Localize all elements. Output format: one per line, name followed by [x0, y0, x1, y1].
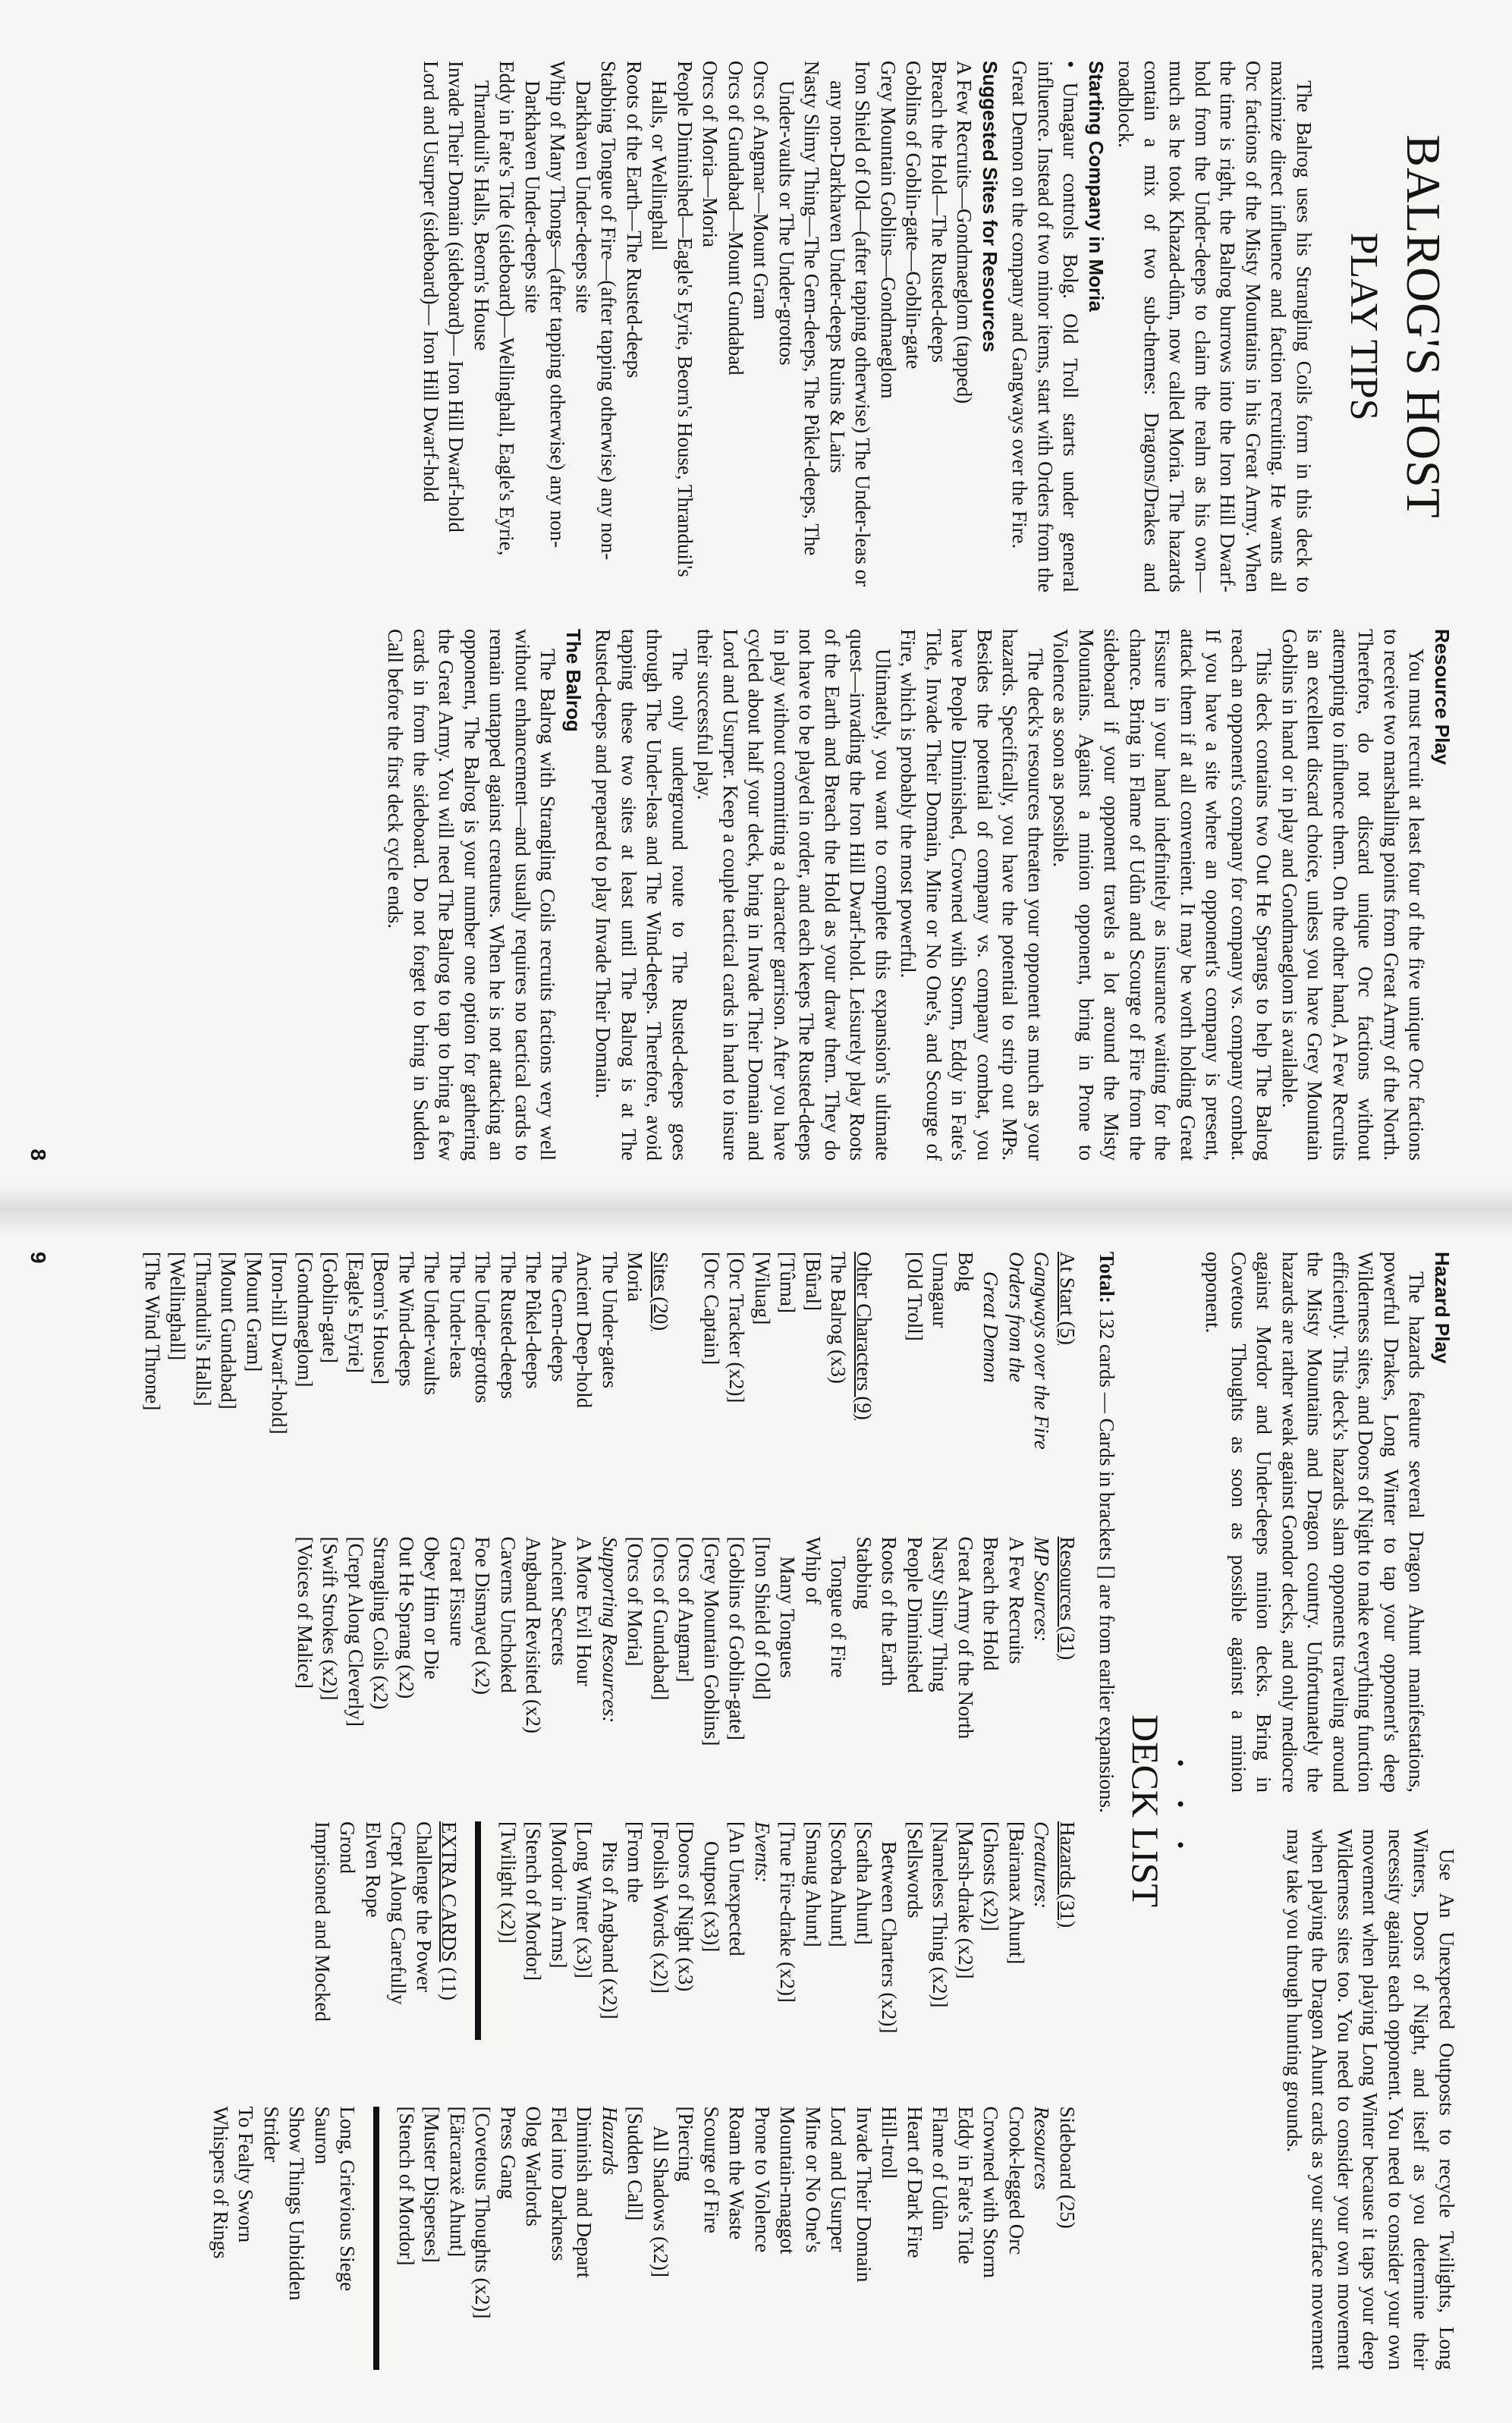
deck-column-hazards [140, 1821, 1080, 2085]
deck-list-entry: [Crept Along Cleverly] [344, 1536, 367, 1727]
page-subtitle: PLAY TIPS [1342, 232, 1385, 421]
deck-list-entry: Strangling Coils (x2) [369, 1536, 393, 1710]
deck-list-entry: All Shadows (x2)] [649, 2126, 672, 2277]
deck-list-entry: The Under-leas [446, 1252, 469, 1378]
deck-list-entry: [Piercing [674, 2106, 698, 2182]
deck-list-entry: Eddy in Fate's Tide [954, 2106, 977, 2264]
page-number: 8 [27, 1149, 50, 1161]
deck-list-entry: [Wellinghall] [166, 1252, 190, 1361]
site-item: Iron Shield of Old—(after tapping otherwise) The Under-leas or any non-Darkhaven Under-deeps Ruins & Lairs [826, 61, 875, 587]
deck-list-entry: Tongue of Fire [827, 1556, 850, 1678]
deck-list-entry: [Orcs of Gundabad] [649, 1536, 672, 1701]
deck-list-entry: Nasty Slimy Thing [929, 1536, 952, 1692]
deck-list-entry: Sideboard (25) [1056, 2106, 1079, 2229]
deck-list-entry: Fled into Darkness [548, 2106, 571, 2261]
deck-list-entry: Sites (20) [649, 1252, 672, 1331]
deck-list-entry: A Few Recruits [1005, 1536, 1028, 1664]
deck-list-entry: [Gondmaeglom] [294, 1252, 316, 1387]
hazard-paragraph: The hazards feature several Dragon Ahunt manifestations, powerful Drakes, Long Winter to tap your opponent's deep Wilderness sites, and Doors of Night to make everything function efficiently. This deck's hazards slam opponents traveling around the Misty Mountains and Dragon country. Unfortunately the hazards are rather weak against Gondor decks, and only mediocre against Mordor and Under-deeps minion decks. Bring in Covetous Thoughts as soon as possible against a minion opponent. [1202, 1252, 1429, 1793]
deck-list-entry: Elven Rope [362, 1821, 385, 1918]
deck-list-entry: [Iron-hill Dwarf-hold] [268, 1252, 291, 1435]
extra-cards-heading: EXTRA CARDS (11) [438, 1821, 461, 2001]
deck-list-grid [140, 1252, 1080, 2370]
deck-list-entry: A More Evil Hour [573, 1536, 596, 1686]
deck-list-entry: [Bairanax Ahunt] [1005, 1821, 1028, 1965]
deck-list-entry: [Marsh-drake (x2)] [954, 1821, 977, 1979]
balrog-paragraph: The Balrog with Strangling Coils recruits factions very well without enhancement—and usually requires no tactical cards to remain untapped against creatures. When he is not attacking an opponent, The Balrog is your number one option for gathering the Great Army. You will need The Balrog to tap to bring a few cards in from the sideboard. Do not forget to bring in Sudden Call before the first deck cycle ends. [384, 629, 560, 1161]
deck-list-entry: [The Wind Throne] [141, 1252, 164, 1411]
deck-list-entry: [Mount Gram] [243, 1252, 266, 1372]
deck-list-entry: [Swift Strokes (x2)] [319, 1536, 342, 1701]
resource-paragraph: The deck's resources threaten your opponent as much as your hazards. Specifically, you have the potential to strip out MPs. Besides the potential of company vs. company combat, you have People Diminished, Crowned with Storm, Eddy in Fate's Tide, Invade Their Domain, Mine or No One's, and Scourge of Fire, which is probably the most powerful. [897, 629, 1047, 1161]
site-item: Orcs of Gundabad—Mount Gundabad [725, 61, 747, 376]
section-divider-dots: • • • [1168, 1758, 1193, 1863]
deck-list-entry: [Doors of Night (x3) [674, 1821, 698, 1992]
deck-list-entry: People Diminished [904, 1536, 926, 1693]
deck-list-entry: Crook-legged Orc [1005, 2106, 1028, 2255]
deck-list-entry: Roam the Waste [725, 2106, 749, 2240]
site-item: People Diminished—Eagle's Eyrie, Beorn's House, Thranduil's Halls, or Wellinghall [648, 61, 696, 577]
deck-list-entry: Supporting Resources: [599, 1536, 621, 1724]
deck-list-entry: Orders from the [1005, 1252, 1028, 1382]
deck-list-entry: [True Fire-drake (x2)] [776, 1821, 800, 2003]
site-item: Orcs of Angmar—Mount Gram [750, 61, 773, 320]
deck-list-entry: Strider [260, 2106, 283, 2162]
site-item: Nasty Slimy Thing—The Gem-deeps, The Pûkel-deeps, The Under-vaults or The Under-grottos [775, 61, 824, 556]
suggested-sites-heading: Suggested Sites for Resources [979, 61, 1001, 353]
deck-list-entry: Heart of Dark Fire [904, 2106, 926, 2258]
resource-paragraph: You must recruit at least four of the five unique Orc factions to receive two marshalling points from Great Army of the North. Therefore, do not discard unique Orc factions without attempting to influence them. On the other hand, A Few Recruits is an excellent discard choice, unless you have Grey Mountain Goblins in hand or in play and Gondmaeglom is available. [1278, 629, 1429, 1161]
deck-list-entry: [Smaug Ahunt] [802, 1821, 825, 1947]
deck-list-entry: Crowned with Storm [979, 2106, 1003, 2278]
deck-list-entry: Umagaur [929, 1252, 952, 1328]
deck-list-entry: [Mount Gundabad] [217, 1252, 240, 1409]
deck-list-entry: Many Tongues [776, 1556, 800, 1678]
hazard-play-column-right [1200, 1829, 1459, 2370]
deck-list-entry: [An Unexpected [725, 1821, 749, 1956]
deck-list-entry: Mountain-maggot [776, 2106, 800, 2255]
divider-rule [374, 2107, 380, 2371]
deck-list-entry: Mine or No One's [802, 2106, 825, 2253]
deck-list-entry: [Long Winter (x3)] [573, 1821, 596, 1978]
deck-list-entry: Prone to Violence [751, 2106, 774, 2253]
deck-list-entry: To Fealty Sworn [234, 2106, 258, 2243]
deck-list-entry: Roots of the Earth [878, 1536, 901, 1686]
deck-list-entry: Obey Him or Die [420, 1536, 444, 1680]
deck-list-entry: [Tûma] [776, 1252, 800, 1313]
deck-list-entry: Between Charters (x2)] [878, 1841, 901, 2034]
deck-list-entry: Out He Sprang (x2) [395, 1536, 418, 1699]
deck-list-entry: [Iron Shield of Old] [751, 1536, 774, 1700]
deck-list-entry [876, 1252, 902, 1516]
deck-list-entry: [Nameless Thing (x2)] [929, 1821, 952, 2008]
deck-list-entry: Whip of [802, 1536, 825, 1604]
deck-list-entry: [Sudden Call] [624, 2106, 647, 2221]
deck-list-entry: Show Things Unbidden [285, 2106, 309, 2301]
deck-list-entry: Bolg [954, 1252, 977, 1292]
deck-list-entry: [Muster Disperses] [420, 2106, 444, 2263]
site-item: Breach the Hold—The Rusted-deeps [928, 61, 951, 363]
deck-list-entry: [Ghosts (x2)] [979, 1821, 1003, 1931]
page8-column-right [46, 629, 1459, 1161]
the-balrog-heading: The Balrog [562, 629, 585, 732]
deck-list-entry: [Beorn's House] [369, 1252, 393, 1385]
deck-list-entry: [Grey Mountain Goblins] [700, 1536, 723, 1746]
deck-list-entry: Pits of Angband (x2)] [599, 1841, 621, 2019]
deck-list-entry: Hazards [599, 2106, 621, 2176]
deck-list-entry: [Scatha Ahunt] [853, 1821, 875, 1945]
site-item: Lord and Usurper (sideboard)— Iron Hill Dwarf-hold [420, 61, 442, 502]
hazard-play-column-left [1200, 1252, 1459, 1793]
deck-list-entry: [Covetous Thoughts (x2)] [471, 2106, 495, 2319]
total-text: 132 cards — Cards in brackets [] are from earlier expansions. [1095, 1308, 1118, 1813]
starting-company-text: • Umagaur controls Bolg. Old Troll starts under general influence. Instead of two minor items, start with Orders from the Great Demon on the company and Gangways over the Fire. [1008, 61, 1083, 592]
deck-list-entry: Ancient Secrets [548, 1536, 571, 1666]
deck-list-entry: [Orc Captain] [700, 1252, 723, 1365]
deck-list-entry: [Thranduil's Halls] [192, 1252, 215, 1406]
resource-paragraph: The only underground route to The Rusted-deeps goes through The Under-leas and The Wind-deeps. Therefore, avoid tapping these two sites at least until The Balrog is at The Rusted-deeps and prepared to play Invade Their Domain. [592, 629, 691, 1161]
deck-list-entry: Ancient Deep-hold [573, 1252, 596, 1409]
total-label: Total: [1095, 1252, 1118, 1304]
deck-list-entry: Diminish and Depart [573, 2106, 596, 2278]
deck-list-entry: Resources [1030, 2106, 1054, 2190]
starting-company-heading: Starting Company in Moria [1085, 61, 1108, 312]
deck-list-entry: The Gem-deeps [548, 1252, 571, 1382]
deck-list-entry: Hill-troll [878, 2106, 901, 2179]
deck-list-entry: Olog Warlords [522, 2106, 545, 2227]
deck-list-entry: Breach the Hold [979, 1536, 1003, 1671]
deck-list-entry: Crept Along Carefully [387, 1821, 410, 2005]
deck-list-entry: The Pûkel-deeps [522, 1252, 545, 1389]
deck-list-entry: The Balrog (x3) [827, 1252, 850, 1384]
suggested-sites-list [418, 61, 977, 592]
deck-list-entry: [Goblins of Goblin-gate] [725, 1536, 749, 1740]
deck-list-entry: Challenge the Power [413, 1821, 435, 1992]
deck-list-entry: Hazards (31) [1056, 1821, 1079, 1928]
deck-list-entry: Scourge of Fire [700, 2106, 723, 2233]
deck-list-entry: At Start (5) [1056, 1252, 1079, 1345]
deck-list-entry: Grond [336, 1821, 360, 1874]
deck-list-entry: Events: [751, 1821, 774, 1883]
deck-list-entry: [Sellswords [904, 1821, 926, 1919]
deck-list-entry: [From the [624, 1821, 647, 1903]
deck-column-sideboard [140, 2107, 1080, 2371]
deck-list-entry: [Orcs of Angmar] [674, 1536, 698, 1683]
deck-list-entry: MP Sources: [1030, 1536, 1054, 1642]
deck-list-entry: Whispers of Rings [209, 2106, 232, 2259]
resource-paragraph: Ultimately, you want to complete this expansion's ultimate quest—invading the Iron Hill Dwarf-hold. Leisurely play Roots of the Earth and Breach the Hold as your draw them. They do not have to be played in order, and each keeps The Rusted-deeps in play without committing a character garrison. After you have cycled about half your deck, bring in Invade Their Domain and Lord and Usurper. Keep a couple tactical cards in hand to insure their successful play. [693, 629, 894, 1161]
hazard-play-heading: Hazard Play [1431, 1252, 1454, 1364]
deck-list-entry: Creatures: [1030, 1821, 1054, 1909]
deck-list-entry: Great Demon [979, 1271, 1003, 1383]
deck-list-entry: [Wiluag] [751, 1252, 774, 1325]
deck-list-entry: Sauron [311, 2106, 334, 2164]
deck-list-entry: The Rusted-deeps [497, 1252, 520, 1400]
deck-list-entry: Outpost (x3)] [700, 1841, 723, 1953]
deck-list-entry: [Eagle's Eyrie] [344, 1252, 367, 1374]
deck-list-entry: The Under-vaults [420, 1252, 444, 1396]
deck-list-title: DECK LIST [1124, 1714, 1167, 1908]
deck-list-entry: Resources (31) [1056, 1536, 1079, 1661]
deck-list-entry: Angband Revisited (x2) [522, 1536, 545, 1733]
site-item: Stabbing Tongue of Fire—(after tapping otherwise) any non-Darkhaven Under-deeps site [572, 61, 621, 561]
page-8 [0, 0, 1512, 1206]
page-title: BALROG'S HOST [1397, 134, 1451, 519]
site-item: Goblins of Goblin-gate—Goblin-gate [902, 61, 926, 369]
page8-column-left [46, 61, 1459, 592]
deck-list-entry: Lord and Usurper [827, 2106, 850, 2252]
deck-list-entry: Stabbing [853, 1536, 875, 1610]
intro-paragraph: The Balrog uses his Strangling Coils form in this deck to maximize direct influence and faction recruiting. He wants all Orc factions of the Misty Mountains in his Great Army. When the time is right, the Balrog burrows into the Iron Hill Dwarf-hold from the Under-deeps to claim the realm as his own—much as he took Khazad-dûm, now called Moria. The hazards contain a mix of two sub-themes: Dragons/Drakes and roadblock. [1114, 61, 1316, 592]
deck-list-entry: [Twilight (x2)] [497, 1821, 520, 1944]
deck-list-entry: Press Gang [497, 2106, 520, 2199]
site-item: A Few Recruits—Gondmaeglom (tapped) [953, 61, 976, 404]
resource-play-heading: Resource Play [1431, 629, 1454, 765]
deck-list-entry: The Wind-deeps [395, 1252, 418, 1387]
hazard-paragraph: Use An Unexpected Outposts to recycle Twilights, Long Winters, Doors of Night, and itself as you determine their necessity against each opponent. You need to consider your own movement when playing Long Winter because it taps your deep Wilderness sites too. You need to consider your own movement when playing the Dragon Ahunt cards as your surface movement may take you through hunting grounds. [1283, 1829, 1458, 2370]
deck-list-entry: [Eärcaraxë Ahunt] [446, 2106, 469, 2258]
site-item: Grey Mountain Goblins—Gondmaeglom [877, 61, 900, 399]
site-item: Roots of the Earth—The Rusted-deeps [623, 61, 646, 379]
deck-list-entry: Caverns Unchoked [497, 1536, 520, 1693]
site-item: Invade Their Domain (sideboard)— Iron Hill Dwarf-hold [445, 61, 468, 533]
deck-list-entry: Other Characters (9) [853, 1252, 875, 1420]
resource-paragraph: This deck contains two Out He Sprangs to help The Balrog reach an opponent's company for company vs. company combat. If you have a site where an opponent's company is present, attack them if at all convenient. It may be worth holding Great Fissure in your hand indefinitely as insurance waiting for the chance. Bring in Flame of Udûn and Scourge of Fire from the sideboard if your opponent travels a lot around the Misty Mountains. Against a minion opponent, bring in Prone to Violence as soon as possible. [1049, 629, 1276, 1161]
site-item: Orcs of Moria—Moria [699, 61, 722, 247]
deck-column-resources [140, 1537, 1080, 1801]
divider-rule [476, 1821, 482, 2040]
deck-list-entry: Great Army of the North [954, 1536, 977, 1739]
site-item: Eddy in Fate's Tide (sideboard)—Wellinghall, Eagle's Eyrie, Thranduil's Halls, Beorn's House [470, 61, 519, 556]
deck-total [1095, 1252, 1118, 2370]
deck-list-entry: The Under-grottos [471, 1252, 495, 1403]
deck-list-entry: [Goblin-gate] [319, 1252, 342, 1363]
deck-list-entry: [Voices of Malice] [294, 1536, 316, 1689]
deck-list-entry: [Scorba Ahunt] [827, 1821, 850, 1947]
deck-list-entry: Long, Grievious Siege [336, 2106, 360, 2292]
deck-list-entry: Great Fissure [446, 1536, 469, 1647]
deck-list-entry: [Stench of Mordor] [395, 2106, 418, 2266]
deck-list-entry: [Bûral] [802, 1252, 825, 1311]
deck-list-entry: The Under-gates [599, 1252, 621, 1389]
page-9 [0, 1206, 1512, 2423]
deck-list-entry: Gangways over the Fire [1030, 1252, 1054, 1450]
deck-list-entry: Invade Their Domain [853, 2106, 875, 2283]
deck-list-entry: [Stench of Mordor] [522, 1821, 545, 1981]
deck-list-entry: [Mordor in Arms] [548, 1821, 571, 1969]
deck-list-entry: Moria [624, 1252, 647, 1302]
deck-list-entry: Flame of Udûn [929, 2106, 952, 2230]
deck-list-entry: [Orc Tracker (x2)] [725, 1252, 749, 1403]
deck-column-start-chars-sites [140, 1252, 1080, 1516]
site-item: Whip of Many Thongs—(after tapping otherwise) any non-Darkhaven Under-deeps site [521, 61, 570, 548]
deck-list-entry: Imprisoned and Mocked [311, 1821, 334, 2022]
deck-list-entry: [Orcs of Moria] [624, 1536, 647, 1667]
deck-list-entry: [Foolish Words (x2)] [649, 1821, 672, 1994]
deck-list-entry: [Old Troll] [904, 1252, 926, 1341]
deck-list-entry: Foe Dismayed (x2) [471, 1536, 495, 1695]
deck-list-entry [673, 1252, 699, 1516]
page-number: 9 [27, 1252, 50, 1264]
